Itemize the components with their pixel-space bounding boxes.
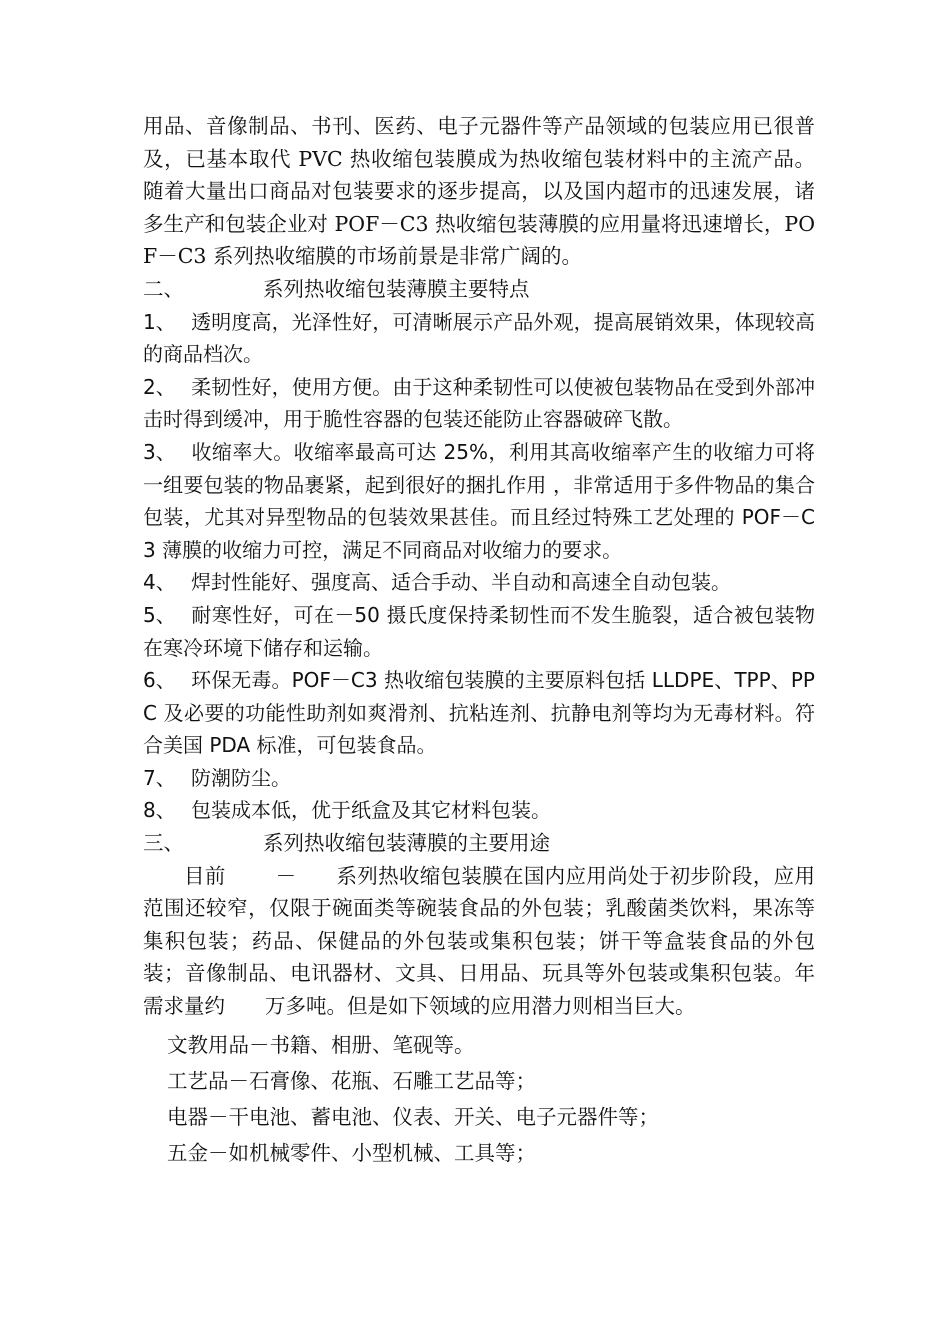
usage-text-middle: 系列热收缩包装膜在国内应用尚处于初步阶段，应用范围还较窄，仅限于碗面类等碗装食品的外包装；乳酸菌类饮料，果冻等集积包装；药品、保健品的外包装或集积包装；饼干等盒装食品的外包装；音像制品、电讯器材、文具、日用品、玩具等外包装或集积包装。年需求量约 (143, 863, 815, 1019)
application-item: 电器－干电池、蓄电池、仪表、开关、电子元器件等； (167, 1104, 659, 1129)
feature-number: 2、 (143, 374, 176, 399)
feature-text: 防潮防尘。 (191, 765, 291, 790)
usage-text-end: 万多吨。但是如下领域的应用潜力则相当巨大。 (265, 994, 696, 1019)
application-item: 五金－如机械零件、小型机械、工具等； (167, 1140, 536, 1165)
document-body (143, 110, 815, 1171)
feature-number: 6、 (143, 668, 176, 693)
feature-number: 1、 (143, 309, 176, 334)
application-item: 文教用品－书籍、相册、笔砚等。 (167, 1032, 475, 1057)
feature-text: 焊封性能好、强度高、适合手动、半自动和高速全自动包装。 (191, 570, 731, 595)
usage-paragraph (143, 860, 815, 1023)
feature-item (143, 794, 815, 827)
section-two-heading (143, 273, 815, 306)
section-three-title: 系列热收缩包装薄膜的主要用途 (263, 831, 550, 856)
section-three-heading (143, 827, 815, 860)
feature-item (143, 306, 815, 371)
feature-text: 柔韧性好，使用方便。由于这种柔韧性可以使被包装物品在受到外部冲击时得到缓冲，用于脆性容器的包装还能防止容器破碎飞散。 (143, 374, 815, 432)
usage-dash: － (275, 863, 297, 888)
feature-item (143, 566, 815, 599)
feature-text: 透明度高，光泽性好，可清晰展示产品外观，提高展销效果，体现较高的商品档次。 (143, 309, 815, 367)
feature-item (143, 436, 815, 566)
usage-text-start: 目前 (184, 863, 226, 888)
feature-item (143, 599, 815, 664)
feature-text: 耐寒性好，可在－50 摄氏度保持柔韧性而不发生脆裂，适合被包装物在寒冷环境下储存和运输。 (143, 602, 815, 660)
feature-item (143, 371, 815, 436)
application-item: 工艺品－石膏像、花瓶、石雕工艺品等； (167, 1068, 536, 1093)
feature-item (143, 762, 815, 795)
feature-number: 8、 (143, 798, 176, 823)
section-two-title: 系列热收缩包装薄膜主要特点 (263, 276, 530, 301)
application-list (143, 1027, 815, 1171)
feature-number: 3、 (143, 439, 176, 464)
section-three-number: 三、 (143, 831, 184, 856)
feature-number: 7、 (143, 765, 176, 790)
feature-number: 4、 (143, 570, 176, 595)
feature-text: 包装成本低，优于纸盒及其它材料包装。 (191, 798, 551, 823)
feature-text: 环保无毒。POF－C3 热收缩包装膜的主要原料包括 LLDPE、TPP、PPC 及必要的功能性助剂如爽滑剂、抗粘连剂、抗静电剂等均为无毒材料。符合美国 PDA 标准，可包装食品。 (143, 668, 815, 758)
feature-item (143, 664, 815, 762)
section-two-number: 二、 (143, 276, 184, 301)
feature-number: 5、 (143, 602, 176, 627)
intro-paragraph: 用品、音像制品、书刊、医药、电子元器件等产品领域的包装应用已很普及，已基本取代 PVC 热收缩包装膜成为热收缩包装材料中的主流产品。随着大量出口商品对包装要求的逐步提高，以及国内超市的迅速发展，诸多生产和包装企业对 POF－C3 热收缩包装薄膜的应用量将迅速增长，POF－C3 系列热收缩膜的市场前景是非常广阔的。 (143, 114, 815, 269)
feature-text: 收缩率大。收缩率最高可达 25%，利用其高收缩率产生的收缩力可将一组要包装的物品裹紧，起到很好的捆扎作用 ，非常适用于多件物品的集合包装，尤其对异型物品的包装效果甚佳。而且经过特殊工艺处理的 POF－C3 薄膜的收缩力可控，满足不同商品对收缩力的要求。 (143, 439, 815, 562)
